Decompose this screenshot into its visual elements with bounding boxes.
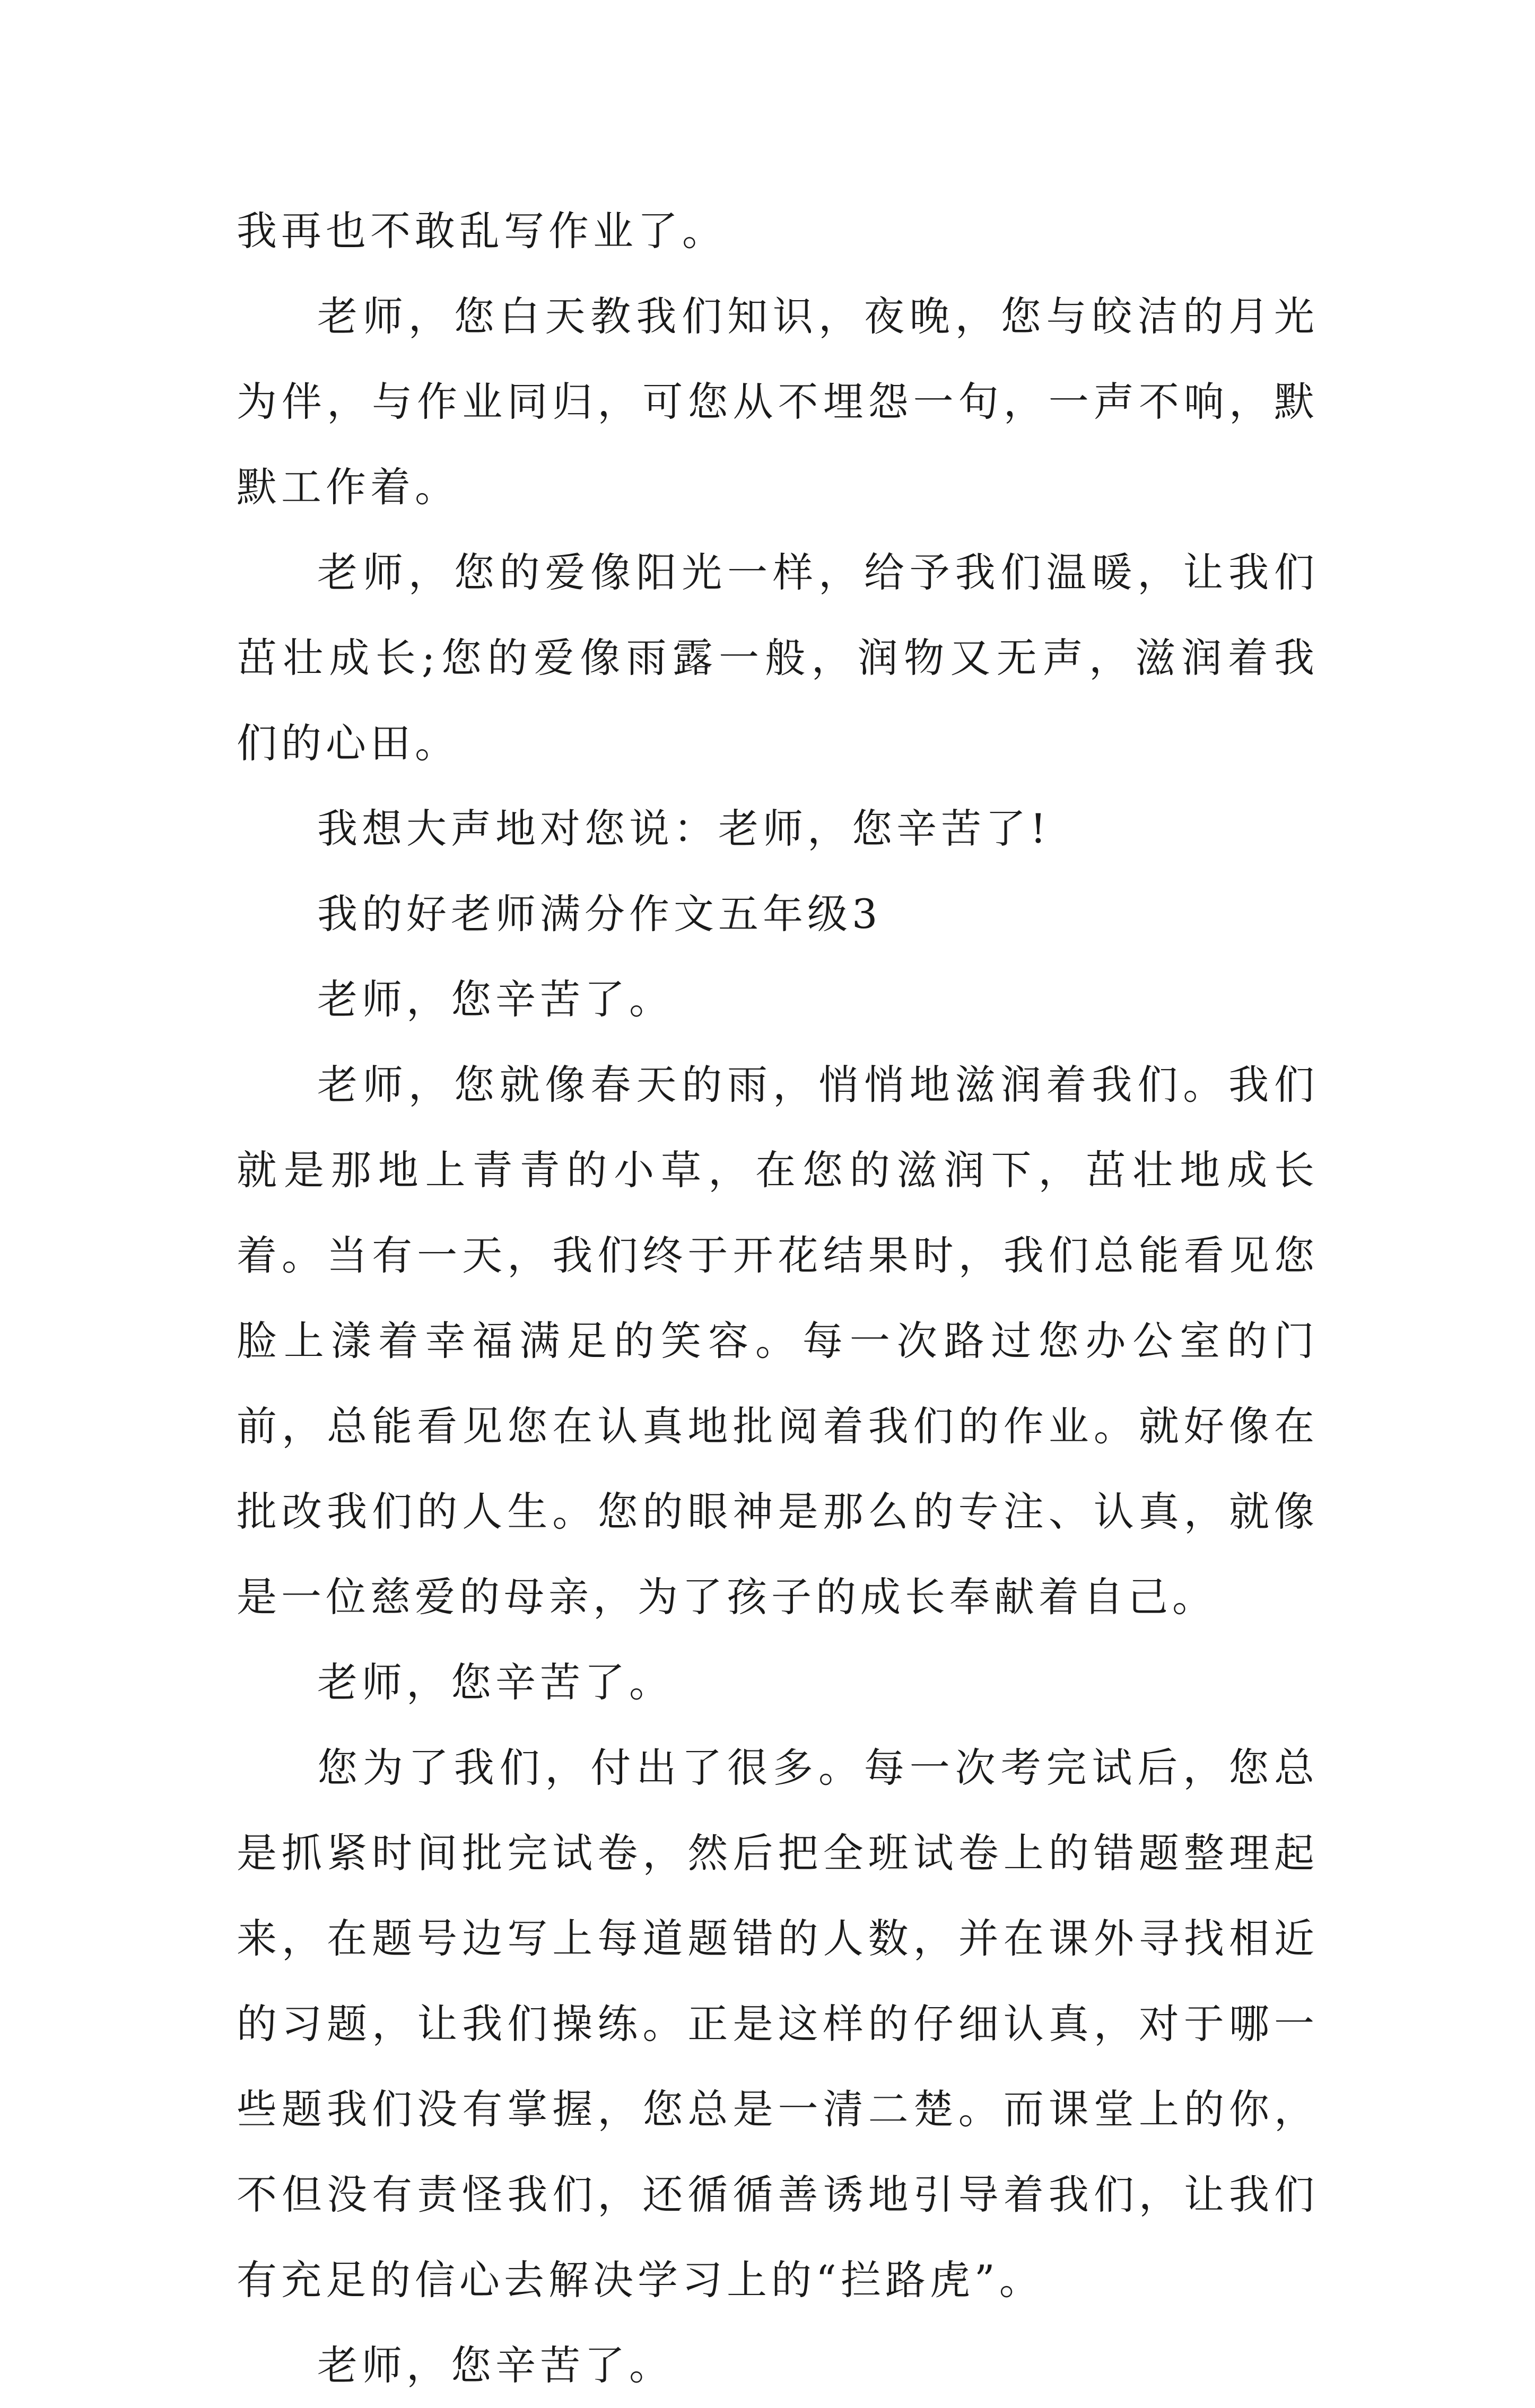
- essay-heading: 我的好老师满分作文五年级3: [317, 890, 882, 938]
- essay-body: [237, 188, 1319, 2408]
- paragraph-continuation: 我再也不敢乱写作业了。: [237, 207, 727, 255]
- paragraph: 老师，您辛苦了。: [317, 1659, 674, 1706]
- paragraph: 老师，您白天教我们知识，夜晚，您与皎洁的月光为伴，与作业同归，可您从不埋怨一句，一声不响，默默工作着。: [237, 293, 1319, 511]
- paragraph: 老师，您辛苦了。: [317, 976, 674, 1023]
- paragraph: 老师，您就像春天的雨，悄悄地滋润着我们。我们就是那地上青青的小草，在您的滋润下，茁壮地成长着。当有一天，我们终于开花结果时，我们总能看见您脸上漾着幸福满足的笑容。每一次路过您办公室的门前，总能看见您在认真地批阅着我们的作业。就好像在批改我们的人生。您的眼神是那么的专注、认真，就像是一位慈爱的母亲，为了孩子的成长奉献着自己。: [237, 1061, 1319, 1621]
- paragraph: 老师，您的爱像阳光一样，给予我们温暖，让我们茁壮成长;您的爱像雨露一般，润物又无声，滋润着我们的心田。: [237, 549, 1319, 767]
- paragraph: 我想大声地对您说：老师，您辛苦了!: [317, 805, 1051, 852]
- paragraph: 您为了我们，付出了很多。每一次考完试后，您总是抓紧时间批完试卷，然后把全班试卷上的错题整理起来，在题号边写上每道题错的人数，并在课外寻找相近的习题，让我们操练。正是这样的仔细认真，对于哪一些题我们没有掌握，您总是一清二楚。而课堂上的你，不但没有责怪我们，还循循善诱地引导着我们，让我们有充足的信心去解决学习上的“拦路虎”。: [237, 1744, 1319, 2304]
- paragraph: 老师，您辛苦了。: [317, 2342, 674, 2389]
